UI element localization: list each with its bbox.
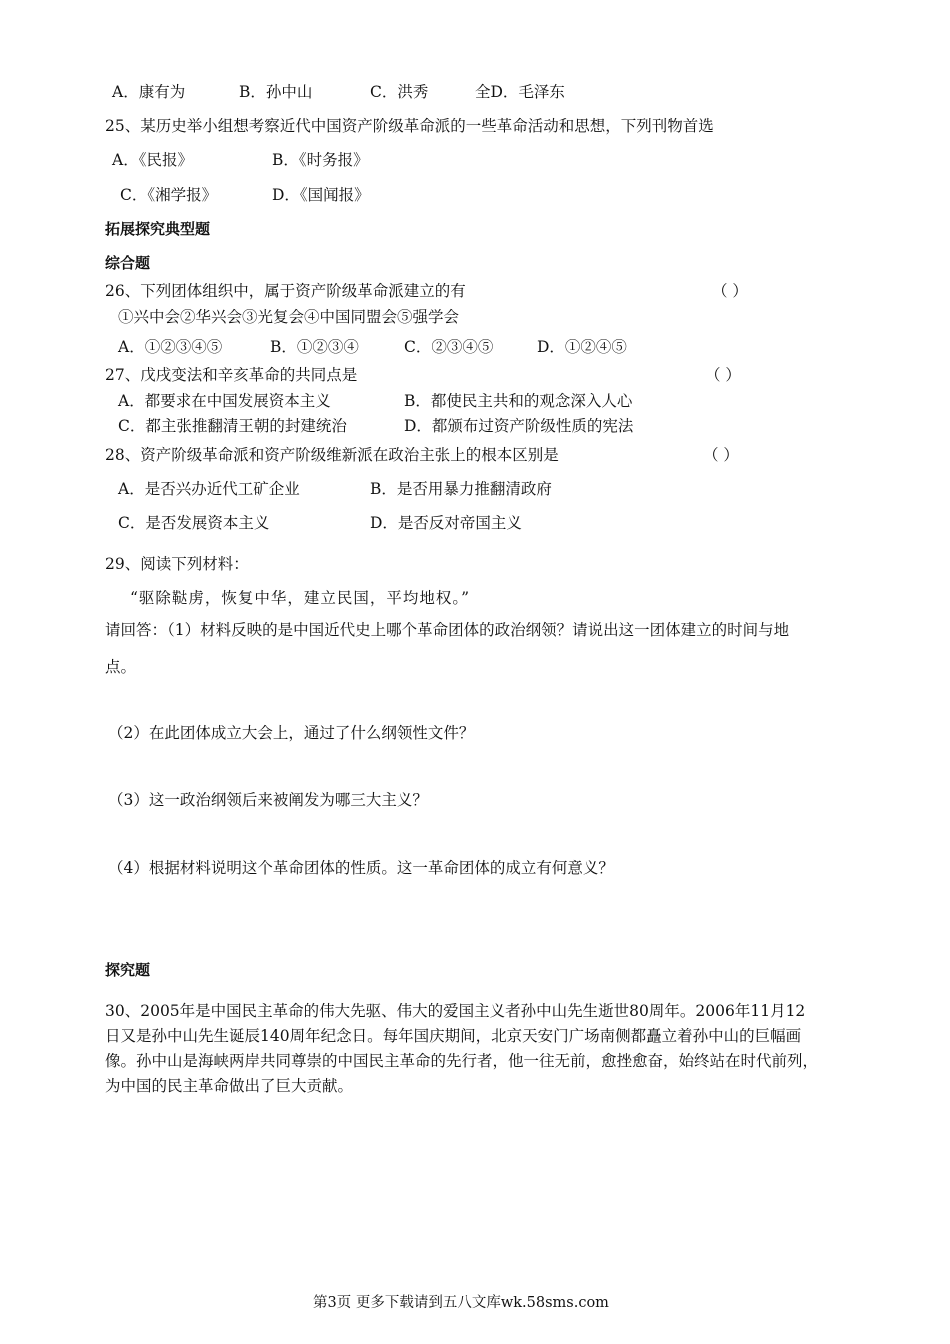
q29-quote: “驱除鞑虏，恢复中华，建立民国，平均地权。”: [130, 589, 471, 607]
q26-option-b: B．①②③④: [270, 338, 359, 356]
section-heading-comprehensive: 综合题: [105, 254, 151, 272]
q28-option-b: B．是否用暴力推翻清政府: [370, 480, 552, 498]
q25-stem: 25、某历史举小组想考察近代中国资产阶级革命派的一些革命活动和思想，下列刊物首选: [105, 117, 714, 135]
q27-option-a: A．都要求在中国发展资本主义: [118, 392, 331, 410]
q28-option-c: C．是否发展资本主义: [118, 514, 270, 532]
q29-sub2: （2）在此团体成立大会上，通过了什么纲领性文件？: [108, 724, 475, 742]
q26-option-d: D．①②④⑤: [537, 338, 627, 356]
q26-items: ①兴中会②华兴会③光复会④中国同盟会⑤强学会: [118, 308, 460, 326]
q29-sub1: 请回答：（1）材料反映的是中国近代史上哪个革命团体的政治纲领？请说出这一团体建立的时间与地: [105, 621, 790, 639]
q26-option-a: A．①②③④⑤: [118, 338, 223, 356]
q29-sub1-cont: 点。: [105, 658, 137, 676]
q27-option-d: D．都颁布过资产阶级性质的宪法: [404, 417, 634, 435]
q25-option-b: B．《时务报》: [272, 151, 369, 169]
section-heading-extension: 拓展探究典型题: [105, 220, 211, 238]
q30-line-1: 30、2005年是中国民主革命的伟大先驱、伟大的爱国主义者孙中山先生逝世80周年。2006年11月12: [105, 1002, 806, 1020]
q29-sub4: （4）根据材料说明这个革命团体的性质。这一革命团体的成立有何意义？: [108, 859, 614, 877]
page-footer: 第3页 更多下载请到五八文库wk.58sms.com: [313, 1295, 609, 1311]
q28-option-a: A．是否兴办近代工矿企业: [118, 480, 300, 498]
q24-option-c: C．洪秀: [370, 83, 429, 101]
q26-answer-blank: （ ）: [712, 282, 748, 300]
q30-line-4: 为中国的民主革命做出了巨大贡献。: [105, 1077, 354, 1095]
q27-answer-blank: （ ）: [705, 366, 741, 384]
q27-option-b: B．都使民主共和的观念深入人心: [404, 392, 633, 410]
section-heading-inquiry: 探究题: [105, 961, 151, 979]
q25-option-a: A．《民报》: [112, 151, 193, 169]
q26-stem: 26、下列团体组织中，属于资产阶级革命派建立的有: [105, 282, 466, 300]
q29-sub3: （3）这一政治纲领后来被阐发为哪三大主义？: [108, 791, 428, 809]
q26-option-c: C．②③④⑤: [404, 338, 494, 356]
q24-option-d: 全D．毛泽东: [475, 83, 565, 101]
q28-stem: 28、资产阶级革命派和资产阶级维新派在政治主张上的根本区别是: [105, 446, 559, 464]
q28-answer-blank: （ ）: [703, 446, 739, 464]
q29-stem: 29、阅读下列材料：: [105, 555, 249, 573]
q25-option-c: C．《湘学报》: [120, 186, 218, 204]
q28-option-d: D．是否反对帝国主义: [370, 514, 522, 532]
q30-line-2: 日又是孙中山先生诞辰140周年纪念日。每年国庆期间，北京天安门广场南侧都矗立着孙中山的巨幅画: [105, 1027, 802, 1045]
q25-option-d: D．《国闻报》: [272, 186, 370, 204]
q24-option-a: A．康有为: [112, 83, 186, 101]
q27-option-c: C．都主张推翻清王朝的封建统治: [118, 417, 347, 435]
q30-line-3: 像。孙中山是海峡两岸共同尊崇的中国民主革命的先行者，他一往无前，愈挫愈奋，始终站在时代前列，: [105, 1052, 819, 1070]
q24-option-b: B．孙中山: [239, 83, 313, 101]
q27-stem: 27、戊戌变法和辛亥革命的共同点是: [105, 366, 358, 384]
